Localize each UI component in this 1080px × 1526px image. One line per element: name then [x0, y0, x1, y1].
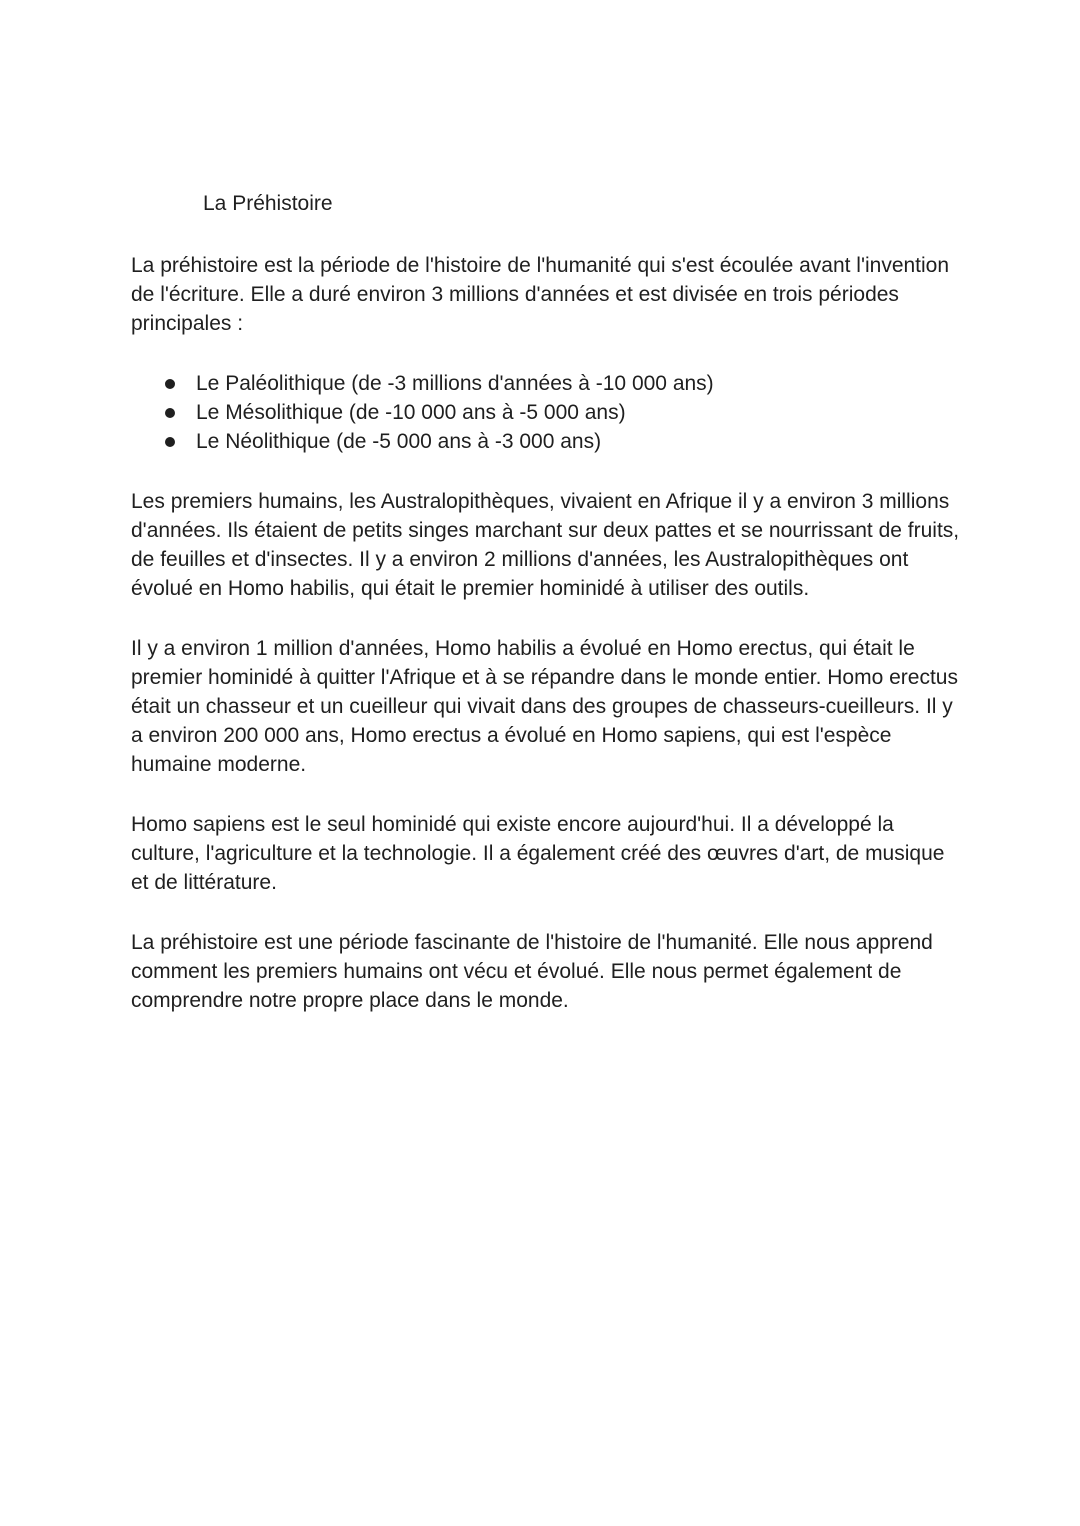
period-label: Le Néolithique (de -5 000 ans à -3 000 ans) — [196, 430, 602, 453]
period-label: Le Paléolithique (de -3 millions d'années à -10 000 ans) — [196, 372, 714, 395]
periods-list — [131, 369, 961, 456]
bullet-icon — [165, 437, 175, 447]
paragraph-australopithecus: Les premiers humains, les Australopithèques, vivaient en Afrique il y a environ 3 millions d'années. Ils étaient de petits singes marchant sur deux pattes et se nourrissant de fruits, de feuilles et d'insectes. Il y a environ 2 millions d'années, les Australopithèques ont évolué en Homo habilis, qui était le premier hominidé à utiliser des outils. — [131, 490, 960, 600]
period-label: Le Mésolithique (de -10 000 ans à -5 000 ans) — [196, 401, 626, 424]
document-title: La Préhistoire — [203, 192, 333, 215]
paragraph-homo-sapiens: Homo sapiens est le seul hominidé qui existe encore aujourd'hui. Il a développé la culture, l'agriculture et la technologie. Il a également créé des œuvres d'art, de musique et de littérature. — [131, 813, 945, 894]
document-body — [131, 189, 961, 1046]
bullet-icon — [165, 379, 175, 389]
intro-paragraph: La préhistoire est la période de l'histoire de l'humanité qui s'est écoulée avant l'invention de l'écriture. Elle a duré environ 3 millions d'années et est divisée en trois périodes principales : — [131, 254, 950, 335]
paragraph-homo-erectus: Il y a environ 1 million d'années, Homo habilis a évolué en Homo erectus, qui était le premier hominidé à quitter l'Afrique et à se répandre dans le monde entier. Homo erectus était un chasseur et un cueilleur qui vivait dans des groupes de chasseurs-cueilleurs. Il y a environ 200 000 ans, Homo erectus a évolué en Homo sapiens, qui est l'espèce humaine moderne. — [131, 637, 958, 776]
list-item — [165, 427, 961, 456]
bullet-icon — [165, 408, 175, 418]
list-item — [165, 398, 961, 427]
list-item — [165, 369, 961, 398]
paragraph-conclusion: La préhistoire est une période fascinante de l'histoire de l'humanité. Elle nous apprend comment les premiers humains ont vécu et évolué. Elle nous permet également de comprendre notre propre place dans le monde. — [131, 931, 933, 1012]
